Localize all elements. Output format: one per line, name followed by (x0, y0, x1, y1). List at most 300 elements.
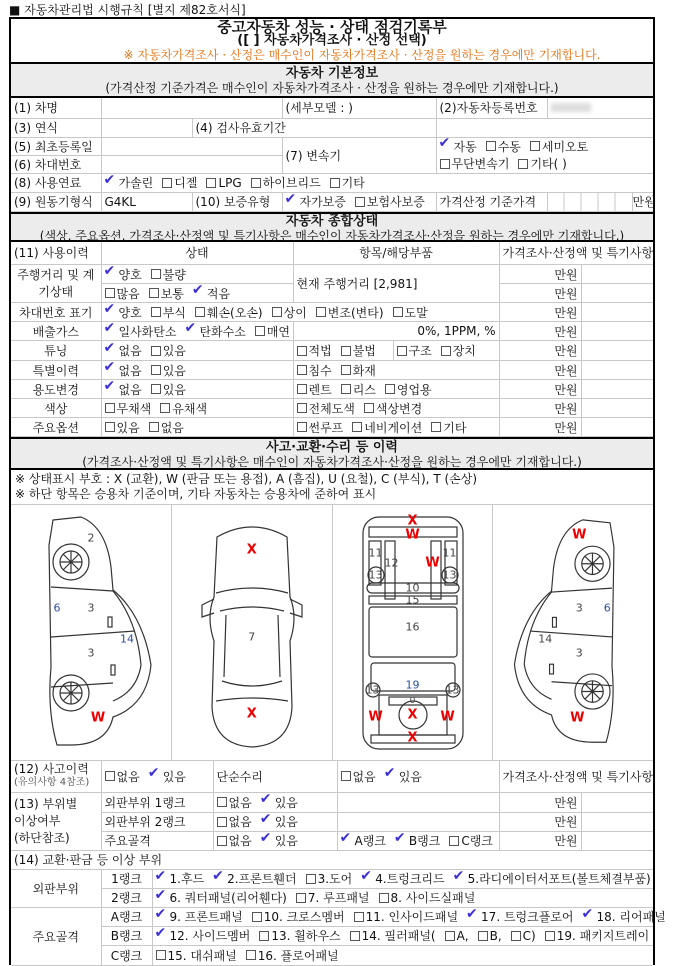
col-header-items: 항목/해당부품 (293, 242, 499, 265)
checkbox-option[interactable] (431, 419, 466, 436)
inspection-form (9, 17, 666, 965)
main-frame-label: 주요골격 (11, 907, 101, 965)
checkbox-icon[interactable] (105, 422, 115, 432)
price-unit: 만원 (499, 322, 581, 341)
checked-checkbox-icon[interactable] (341, 836, 353, 846)
checkbox-label: 가솔린 (118, 176, 154, 190)
checkbox-option[interactable] (156, 870, 205, 887)
checkbox-label: C랭크 (461, 834, 493, 848)
price-note (581, 812, 653, 831)
checkbox-option[interactable] (160, 400, 207, 417)
legend-note: ※ 하단 항목은 승용차 기준이며, 기타 자동차는 승용차에 준하여 표시 (15, 487, 377, 501)
checkbox-icon[interactable] (354, 912, 364, 922)
checkbox-icon[interactable] (217, 836, 227, 846)
checkbox-icon[interactable] (156, 950, 166, 960)
label-line: (13) 부위별 (14, 796, 78, 811)
registration-value (547, 98, 653, 118)
checkbox-label: 13. 휠하우스 (271, 929, 341, 943)
checkbox-option[interactable] (354, 908, 458, 925)
checked-checkbox-icon[interactable] (385, 771, 397, 781)
checkbox-option[interactable] (246, 947, 339, 964)
checked-checkbox-icon[interactable] (440, 141, 452, 151)
checkbox-label: 상이 (283, 305, 307, 320)
checkbox-label: 있음 (398, 769, 422, 784)
checkbox-icon[interactable] (195, 307, 205, 317)
checkbox-icon[interactable] (105, 288, 115, 298)
checked-checkbox-icon[interactable] (105, 178, 117, 188)
car-name-label: (1) 차명 (11, 98, 101, 118)
checkbox-option[interactable] (149, 285, 184, 302)
checkbox-option[interactable] (217, 813, 252, 830)
checkbox-option[interactable] (105, 266, 142, 283)
checkbox-icon[interactable] (393, 307, 403, 317)
checkbox-label: 11. 인사이드패널 (365, 910, 459, 924)
checked-checkbox-icon[interactable] (454, 874, 466, 884)
checkbox-icon[interactable] (151, 384, 161, 394)
checked-checkbox-icon[interactable] (193, 288, 205, 298)
checkbox-icon[interactable] (297, 422, 307, 432)
checkbox-icon[interactable] (440, 159, 450, 169)
checkbox-label: A, (456, 928, 469, 943)
checkbox-label: 무채색 (116, 401, 152, 416)
checkbox-icon[interactable] (397, 346, 407, 356)
section-basic-info (11, 64, 653, 98)
checked-checkbox-icon[interactable] (156, 931, 168, 941)
checkbox-icon[interactable] (330, 178, 340, 188)
checkbox-icon[interactable] (217, 817, 227, 827)
price-unit: 만원 (499, 284, 581, 303)
color-options (101, 399, 293, 418)
mileage-level (101, 284, 293, 303)
checkbox-icon[interactable] (441, 346, 451, 356)
checkbox-option[interactable] (105, 342, 142, 359)
checkbox-option[interactable] (151, 304, 186, 321)
checkbox-icon[interactable] (151, 346, 161, 356)
section-subheading: (가격산정 기준가격은 매수인이 자동차가격조사 · 산정을 원하는 경우에만 기재합니다.) (105, 81, 559, 95)
price-unit: 만원 (499, 380, 581, 399)
checkbox-option[interactable] (213, 870, 296, 887)
price-unit: 만원 (499, 812, 581, 831)
tuning-type (394, 342, 485, 359)
checkbox-option[interactable] (385, 381, 432, 398)
checkbox-icon[interactable] (511, 931, 521, 941)
frame-options (213, 831, 337, 850)
rank2-label: 2랭크 (101, 888, 152, 907)
checkbox-option[interactable] (261, 832, 298, 849)
emission-value: 0%, 1PPM, % (293, 322, 499, 341)
checkbox-label: 14. 필러패널( (361, 929, 436, 943)
frame-ranks (337, 831, 499, 850)
checkbox-option[interactable] (518, 155, 566, 172)
checkbox-option[interactable] (454, 870, 651, 887)
checkbox-label: 불법 (352, 344, 376, 358)
special-history-label: 특별이력 (11, 361, 101, 380)
checkbox-icon[interactable] (105, 403, 115, 413)
checkbox-option[interactable] (156, 927, 251, 944)
checkbox-option[interactable] (217, 794, 252, 811)
checkbox-option[interactable] (395, 832, 440, 849)
checkbox-option[interactable] (341, 832, 386, 849)
checked-checkbox-icon[interactable] (361, 874, 373, 884)
damage-diagram (11, 505, 653, 761)
checkbox-icon[interactable] (530, 141, 540, 151)
accident-history-options (101, 761, 213, 792)
checked-checkbox-icon[interactable] (467, 912, 479, 922)
checkbox-option[interactable] (261, 813, 298, 830)
registration-label: (2)자동차등록번호 (436, 98, 547, 118)
checked-checkbox-icon[interactable] (395, 836, 407, 846)
checkbox-icon[interactable] (341, 384, 351, 394)
emission-options (101, 322, 293, 341)
checkbox-icon[interactable] (306, 874, 316, 884)
checkbox-label: 19. 패키지트레이 (556, 929, 650, 943)
checkbox-icon[interactable] (341, 365, 351, 375)
checkbox-option[interactable] (350, 927, 436, 944)
checkbox-option[interactable] (352, 419, 422, 436)
checkbox-label: 부식 (162, 305, 186, 320)
checkbox-option[interactable] (511, 929, 536, 943)
checkbox-option[interactable] (259, 927, 340, 944)
checkbox-label: LPG (218, 175, 242, 190)
damage-mark: W (440, 709, 455, 725)
checkbox-label: 자가보증 (299, 195, 346, 209)
price-note (581, 380, 653, 399)
checkbox-option[interactable] (330, 174, 365, 191)
checkbox-icon[interactable] (297, 346, 307, 356)
checkbox-icon[interactable] (341, 771, 351, 781)
checkbox-option[interactable] (162, 174, 197, 191)
checkbox-option[interactable] (151, 342, 186, 359)
checkbox-option[interactable] (272, 304, 307, 321)
checkbox-icon[interactable] (162, 178, 172, 188)
checkbox-option[interactable] (193, 285, 230, 302)
checkbox-icon[interactable] (449, 836, 459, 846)
checkbox-icon[interactable] (149, 288, 159, 298)
checkbox-option[interactable] (252, 908, 345, 925)
checkbox-icon[interactable] (445, 931, 455, 941)
checkbox-label: A랭크 (354, 834, 386, 848)
checkbox-icon[interactable] (255, 326, 265, 336)
checkbox-label: 12. 사이드멤버 (169, 929, 251, 943)
checkbox-option[interactable] (156, 889, 287, 906)
part-label: 13 (365, 683, 380, 697)
col-header-history: (11) 사용이력 (11, 242, 101, 265)
checkbox-option[interactable] (105, 381, 142, 398)
checkbox-option[interactable] (151, 381, 186, 398)
damage-mark: X (407, 730, 418, 746)
checked-checkbox-icon[interactable] (105, 269, 117, 279)
checkbox-label: 있음 (274, 834, 298, 848)
checkbox-label: 2.프론트휀더 (227, 872, 297, 886)
checkbox-option[interactable] (286, 193, 346, 210)
section-heading: 자동차 종합상태 (285, 213, 379, 229)
checkbox-label: 썬루프 (308, 420, 344, 435)
usage-change-label: 용도변경 (11, 380, 101, 399)
checked-checkbox-icon[interactable] (261, 797, 273, 807)
checked-checkbox-icon[interactable] (105, 346, 117, 356)
checkbox-option[interactable] (355, 193, 425, 210)
checkbox-option[interactable] (341, 381, 376, 398)
emission-label: 배출가스 (11, 322, 101, 341)
damage-mark: W (425, 555, 440, 571)
checkbox-icon[interactable] (478, 931, 488, 941)
price-unit: 만원 (499, 341, 581, 361)
base-price-input[interactable] (547, 192, 632, 211)
part-label: 13 (442, 568, 457, 582)
outer-panel-label: 외판부위 (11, 869, 101, 907)
checkbox-icon[interactable] (297, 365, 307, 375)
checkbox-option[interactable] (151, 266, 186, 283)
part-label: 3 (87, 646, 95, 660)
checkbox-option[interactable] (206, 176, 241, 190)
checkbox-option[interactable] (393, 304, 428, 321)
checked-checkbox-icon[interactable] (156, 893, 168, 903)
checkbox-label: 8. 사이드실패널 (390, 891, 476, 905)
checkbox-option[interactable] (261, 794, 298, 811)
checkbox-icon[interactable] (545, 931, 555, 941)
checkbox-label: 불량 (162, 267, 186, 282)
color-items (293, 399, 499, 418)
checkbox-icon[interactable] (316, 307, 326, 317)
checkbox-label: 없음 (116, 769, 140, 784)
checkbox-label: 영업용 (396, 382, 432, 397)
first-registration-value (101, 137, 282, 155)
checkbox-option[interactable] (364, 400, 422, 417)
checked-checkbox-icon[interactable] (213, 874, 225, 884)
checkbox-option[interactable] (105, 174, 154, 191)
part-label: 10 (405, 581, 420, 595)
checkbox-option[interactable] (297, 381, 332, 398)
checkbox-label: 없음 (228, 834, 252, 848)
checkbox-option[interactable] (217, 832, 252, 849)
checkbox-option[interactable] (297, 419, 344, 436)
checkbox-option[interactable] (306, 870, 353, 887)
repair-history-table (11, 761, 666, 966)
checkbox-option[interactable] (297, 342, 332, 359)
checkbox-option[interactable] (195, 304, 263, 321)
checkbox-icon[interactable] (160, 403, 170, 413)
checkbox-icon[interactable] (352, 422, 362, 432)
checkbox-label: 5.라디에이터서포트(볼트체결부품) (467, 872, 651, 886)
checkbox-option[interactable] (251, 174, 321, 191)
checkbox-option[interactable] (441, 342, 476, 359)
checkbox-icon[interactable] (259, 931, 269, 941)
checkbox-option[interactable] (341, 362, 376, 379)
warranty-label: (10) 보증유형 (192, 192, 282, 211)
form-note: ※ 자동차가격조사 · 산정은 매수인이 자동차가격조사 · 산정을 원하는 경우에만 기재합니다. (123, 48, 601, 62)
form-title: 중고자동차 성능 · 상태 점검기록부 (217, 18, 447, 36)
rankB-parts (152, 926, 653, 945)
price-note (581, 361, 653, 380)
price-note (581, 265, 653, 284)
right-side-view (493, 505, 653, 760)
checked-checkbox-icon[interactable] (105, 307, 117, 317)
checkbox-label: 16. 플로어패널 (257, 948, 339, 963)
blank-cell (337, 792, 499, 812)
checkbox-icon[interactable] (297, 403, 307, 413)
checkbox-icon[interactable] (379, 893, 389, 903)
abnormal-parts-label: (14) 교환·판금 등 이상 부위 (11, 850, 653, 869)
rank1-parts (152, 869, 653, 888)
checkbox-label: 있음 (162, 344, 186, 358)
tuning-items (293, 341, 499, 361)
checkbox-option[interactable] (361, 870, 444, 887)
outer2-label: 외판부위 2랭크 (101, 812, 213, 831)
rankC-label: C랭크 (101, 945, 152, 965)
checkbox-label: 기타 (443, 420, 467, 435)
part-label: 3 (87, 601, 95, 615)
checkbox-option[interactable] (151, 362, 186, 379)
checkbox-icon[interactable] (355, 197, 365, 207)
checkbox-icon[interactable] (105, 771, 115, 781)
checkbox-label: 적법 (308, 344, 332, 358)
transmission-options-1 (436, 137, 653, 155)
part-label: 16 (405, 620, 420, 634)
checkbox-option[interactable] (105, 285, 140, 302)
checkbox-label: B, (489, 928, 502, 943)
checkbox-icon[interactable] (431, 422, 441, 432)
checked-checkbox-icon[interactable] (105, 384, 117, 394)
part-label: 3 (575, 646, 583, 660)
checkbox-option[interactable] (105, 400, 152, 417)
checkbox-option[interactable] (397, 342, 432, 359)
outer1-options (213, 792, 337, 812)
checkbox-icon[interactable] (206, 178, 216, 188)
price-unit: 만원 (499, 399, 581, 418)
accident-history-note: (유의사항 4참조) (14, 777, 90, 789)
checked-checkbox-icon[interactable] (185, 326, 197, 336)
checkbox-icon[interactable] (149, 422, 159, 432)
checkbox-icon[interactable] (217, 797, 227, 807)
checked-checkbox-icon[interactable] (156, 874, 168, 884)
checked-checkbox-icon[interactable] (583, 912, 595, 922)
tuning-options (101, 341, 293, 361)
checkbox-option[interactable] (105, 362, 142, 379)
checkbox-option[interactable] (156, 908, 243, 925)
redacted-value (551, 103, 591, 112)
price-note (581, 341, 653, 361)
blank-cell (337, 812, 499, 831)
base-price-label: 가격산정 기준가격 (436, 192, 547, 211)
checkbox-option[interactable] (149, 768, 186, 785)
checkbox-icon[interactable] (246, 950, 256, 960)
checkbox-icon[interactable] (252, 912, 262, 922)
checkbox-icon[interactable] (518, 159, 528, 169)
checkbox-option[interactable] (156, 947, 237, 964)
checkbox-option[interactable] (105, 323, 177, 340)
checkbox-label: 없음 (352, 769, 376, 784)
checkbox-option[interactable] (105, 419, 140, 436)
checkbox-icon[interactable] (272, 307, 282, 317)
checkbox-option[interactable] (316, 304, 384, 321)
checkbox-label: 구조 (408, 344, 432, 358)
checkbox-option[interactable] (341, 768, 376, 785)
form-reference: ■ 자동차관리법 시행규칙 [별지 제82호서식] (9, 3, 246, 17)
label-line: (하단참조) (14, 830, 70, 845)
checkbox-option[interactable] (105, 304, 142, 321)
checkbox-option[interactable] (296, 889, 370, 906)
checkbox-label: 있음 (162, 363, 186, 378)
transmission-options-2 (436, 155, 653, 173)
checkbox-option[interactable] (379, 889, 476, 906)
col-header-price: 가격조사·산정액 및 특기사항 (499, 242, 653, 265)
checkbox-icon[interactable] (251, 178, 261, 188)
checkbox-option[interactable] (486, 138, 521, 155)
checkbox-option[interactable] (385, 768, 422, 785)
damage-mark: W (368, 709, 383, 725)
checkbox-option[interactable] (583, 908, 666, 925)
damage-mark: X (246, 706, 257, 722)
warranty-options (282, 192, 436, 211)
checkbox-icon[interactable] (364, 403, 374, 413)
checkbox-icon[interactable] (486, 141, 496, 151)
tuning-legality (294, 341, 394, 360)
checkbox-label: 네비게이션 (364, 420, 423, 435)
price-unit: 만원 (499, 303, 581, 322)
parts-abnormal-label (11, 792, 101, 850)
checkbox-option[interactable] (440, 138, 477, 155)
checkbox-icon[interactable] (151, 269, 161, 279)
checkbox-label: 무단변속기 (451, 157, 510, 172)
checkbox-icon[interactable] (151, 365, 161, 375)
checked-checkbox-icon[interactable] (261, 817, 273, 827)
checkbox-option[interactable] (478, 929, 502, 943)
checkbox-option[interactable] (105, 768, 140, 785)
checkbox-option[interactable] (449, 832, 493, 849)
checked-checkbox-icon[interactable] (149, 771, 161, 781)
checkbox-option[interactable] (297, 400, 355, 417)
damage-mark: X (407, 707, 418, 723)
price-unit: 만원 (499, 418, 581, 437)
checkbox-icon[interactable] (350, 931, 360, 941)
checkbox-icon[interactable] (296, 893, 306, 903)
checkbox-option[interactable] (445, 929, 469, 943)
title-box (11, 19, 653, 64)
checkbox-option[interactable] (149, 419, 184, 436)
part-label: 13 (445, 683, 460, 697)
checkbox-option[interactable] (467, 908, 573, 925)
checkbox-option[interactable] (297, 362, 332, 379)
checkbox-icon[interactable] (151, 307, 161, 317)
checkbox-label: B랭크 (408, 834, 441, 848)
checkbox-option[interactable] (185, 323, 245, 340)
fuel-options (101, 173, 653, 192)
checkbox-icon[interactable] (385, 384, 395, 394)
checkbox-label: 있음 (274, 795, 298, 810)
part-label: 0 (409, 696, 416, 706)
checkbox-icon[interactable] (297, 384, 307, 394)
damage-mark: W (570, 710, 585, 726)
checked-checkbox-icon[interactable] (156, 912, 168, 922)
damage-mark: W (90, 710, 106, 726)
checked-checkbox-icon[interactable] (286, 197, 298, 207)
checked-checkbox-icon[interactable] (261, 836, 273, 846)
checkbox-option[interactable] (341, 342, 376, 359)
checked-checkbox-icon[interactable] (105, 326, 117, 336)
damage-mark: X (246, 542, 257, 558)
vin-mark-options (101, 303, 499, 322)
checkbox-option[interactable] (530, 138, 588, 155)
damage-mark: W (572, 527, 587, 543)
vin-mark-label: 차대번호 표기 (11, 303, 101, 322)
checkbox-option[interactable] (440, 155, 510, 172)
checked-checkbox-icon[interactable] (105, 365, 117, 375)
checkbox-option[interactable] (255, 323, 290, 340)
checkbox-label: 없음 (118, 382, 142, 397)
main-options-items (293, 418, 499, 437)
checkbox-icon[interactable] (341, 346, 351, 356)
checkbox-option[interactable] (545, 927, 649, 944)
